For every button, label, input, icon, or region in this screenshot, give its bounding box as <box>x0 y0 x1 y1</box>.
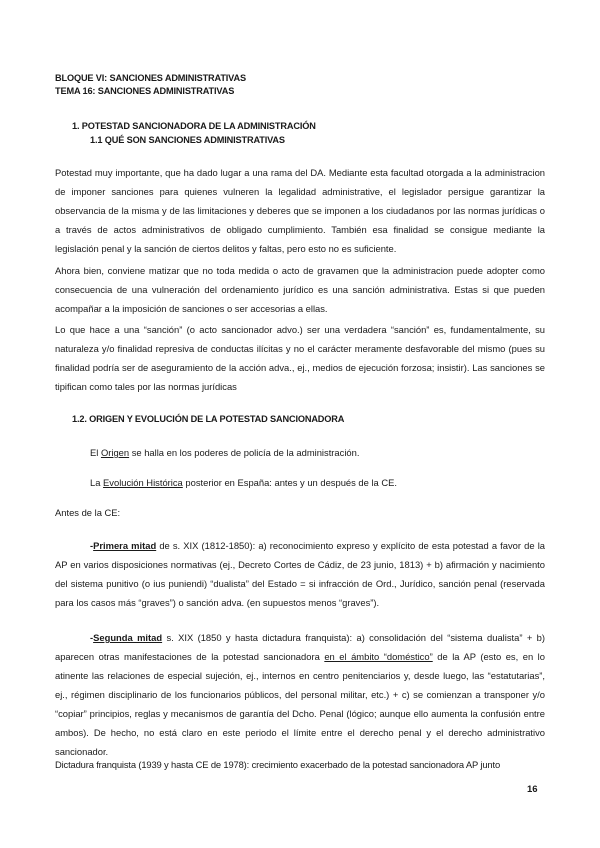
segunda-mitad-label: Segunda mitad <box>93 632 163 643</box>
dictadura-line: Dictadura franquista (1939 y hasta CE de 1978): crecimiento exacerbado de la potestad sancionadora AP junto <box>55 759 501 770</box>
section-1-1-title: 1.1 QUÉ SON SANCIONES ADMINISTRATIVAS <box>90 135 285 145</box>
evolucion-underlined: Evolución Histórica <box>103 477 183 488</box>
evolucion-prefix: La <box>90 477 104 488</box>
origen-underlined: Origen <box>100 447 130 458</box>
paragraph-2: Ahora bien, conviene matizar que no toda medida o acto de gravamen que la administracion puede adopter como consecuencia de una vulneración del ordenamiento jurídico es una sanción administrativa. Estas si que pueden acompañar a la imposición de sanciones o ser accesorias a ellas. <box>55 265 545 314</box>
segunda-mitad-paragraph <box>55 628 545 761</box>
segunda-mitad-text-1: s. XIX (1850 y hasta dictadura franquista): a) consolidación del “sistema dualista” + b) aparecen otras manifestaciones de la potestad sancionadora <box>55 632 545 662</box>
primera-mitad-dash: - <box>90 540 94 551</box>
evolucion-suffix: posterior en España: antes y un después de la CE. <box>182 477 397 488</box>
paragraph-1: Potestad muy importante, que ha dado lugar a una rama del DA. Mediante esta facultad otorgada a la administracion de imponer sanciones para quienes vulneren la legalidad administrative, el legislador persigue garantizar la observancia de la misma y de las limitaciones y deberes que se imponen a los ciudadanos por las normas jurídicas o a través de actos administrativos de obligado cumplimiento. También esa finalidad se consigue mediante la legislación penal y la sanción de ciertos delitos y faltas, pero esto no es suficiente. <box>55 167 545 254</box>
primera-mitad-text: de s. XIX (1812-1850): a) reconocimiento expreso y explícito de esta potestad a favor de la AP en varios disposiciones normativas (ej., Decreto Cortes de Cádiz, de 23 junio, 1813) + b) afirmación y nacimiento del sistema punitivo (o ius puniendi) “dualista” del Estado = si infracción de Ord., Jurídico, sanción penal (reservada para los casos más “graves”) o sanción adva. (en supuestos menos “graves”). <box>55 540 545 608</box>
origen-prefix: El <box>90 447 101 458</box>
segunda-mitad-dash: - <box>90 632 94 643</box>
paragraph-3: Lo que hace a una “sanción” (o acto sancionador advo.) ser una verdadera “sanción” es, fundamentalmente, su naturaleza y/o finalidad represiva de conductas ilícitas y no el carácter meramente desfavorable del mismo (pues su finalidad podría ser de aseguramiento de la acción adva., ej., medios de ejecución forzosa; insistir). Las sanciones se tipifican como tales por las normas jurídicas <box>55 324 545 392</box>
bloque-heading: BLOQUE VI: SANCIONES ADMINISTRATIVAS <box>55 73 246 83</box>
section-1-title: 1. POTESTAD SANCIONADORA DE LA ADMINISTRACIÓN <box>72 121 316 131</box>
primera-mitad-label: Primera mitad <box>93 540 157 551</box>
evolucion-line <box>90 473 545 492</box>
antes-de-la-ce: Antes de la CE: <box>55 507 121 518</box>
segunda-mitad-text-2: de la AP (esto es, en lo atinente las relaciones de especial sujeción, ej., internos en centro penitenciarios y, desde luego, las “estatutarias”, ej., régimen disciplinario de los funcionarios públicos, del personal militar, etc.) + c) se comienzan a transponer y/o “copiar” principios, reglas y mecanismos de garantía del Dcho. Penal (lógico; aunque ello aumenta la confusión entre ambos). De hecho, no está claro en este periodo el límite entre el derecho penal y el derecho administrativo sancionador. <box>55 651 545 757</box>
page-number: 16 <box>527 784 538 795</box>
origen-line <box>90 443 545 462</box>
origen-suffix: se halla en los poderes de policía de la administración. <box>129 447 360 458</box>
tema-heading: TEMA 16: SANCIONES ADMINISTRATIVAS <box>55 86 235 96</box>
segunda-mitad-underlined: en el ámbito “doméstico” <box>324 651 433 662</box>
section-1-2-title: 1.2. ORIGEN Y EVOLUCIÓN DE LA POTESTAD SANCIONADORA <box>72 414 345 424</box>
primera-mitad-paragraph <box>55 536 545 612</box>
